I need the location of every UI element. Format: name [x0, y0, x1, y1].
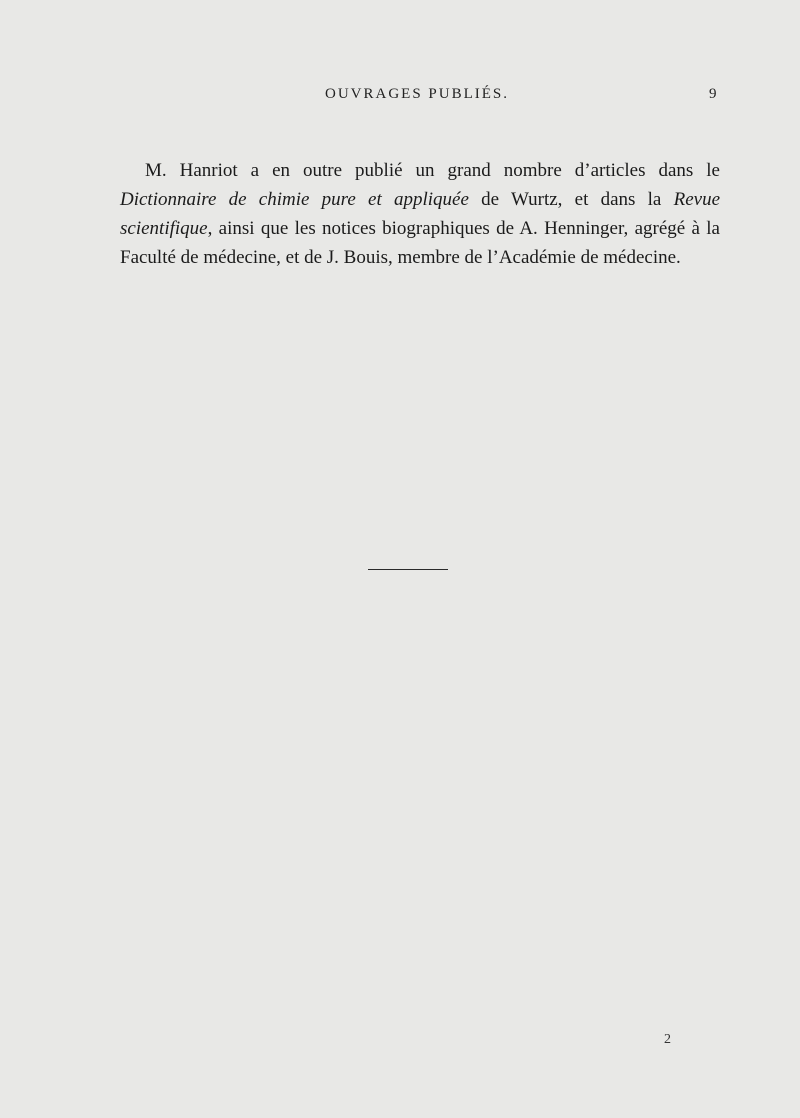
paragraph-text-1: M. Hanriot a en outre publié un grand nombre d’articles dans le: [145, 160, 720, 181]
running-title: OUVRAGES PUBLIÉS.: [325, 86, 510, 102]
signature-mark: 2: [664, 1032, 671, 1047]
dictionary-title: Dictionnaire de chimie pure et appliquée: [120, 189, 469, 210]
paragraph-text-2: de Wurtz, et dans la: [468, 189, 674, 210]
paragraph: [120, 156, 720, 272]
section-rule: [368, 569, 448, 570]
journal-title: Revue scientifique: [120, 189, 720, 239]
running-head: [0, 86, 800, 110]
paragraph-text-3: , ainsi que les notices biographiques de A. Henninger, agrégé à la Faculté de médecine, et de J. Bouis, membre de l’Académie de médecine.: [120, 218, 720, 268]
page-number: 9: [709, 86, 717, 102]
body-text: [120, 156, 720, 272]
